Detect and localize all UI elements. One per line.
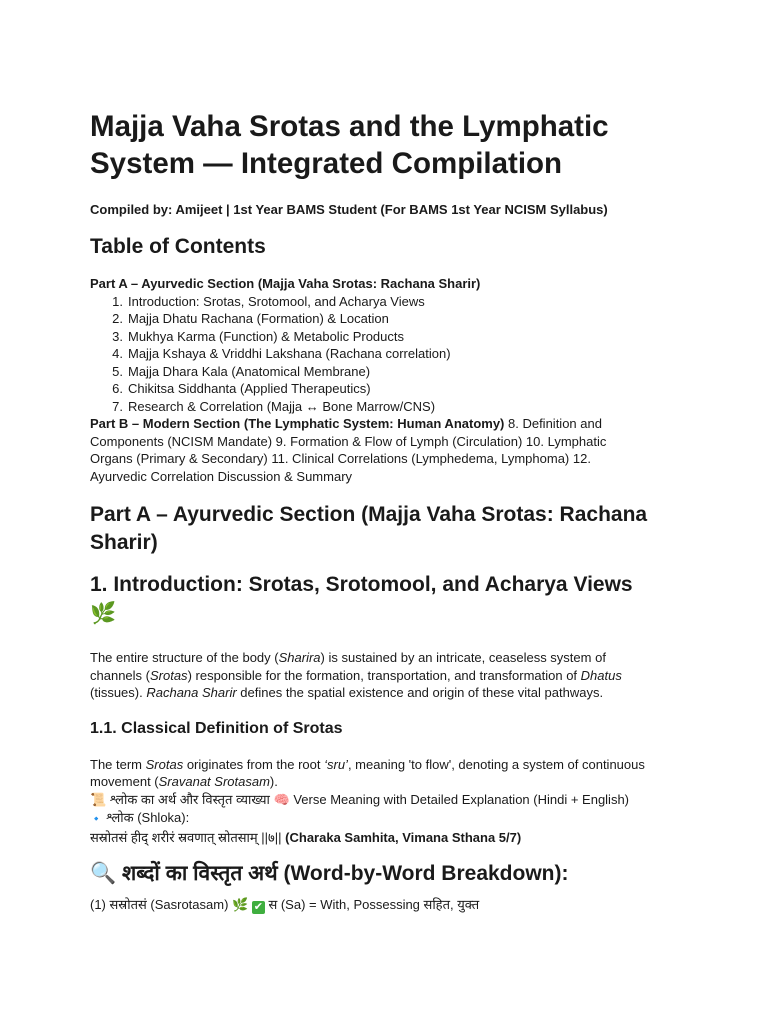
toc-part-a-label: Part A – Ayurvedic Section (Majja Vaha Srotas: Rachana Sharir) (90, 276, 481, 291)
brain-icon: 🧠 (273, 792, 290, 808)
toc-item: 3. Mukhya Karma (Function) & Metabolic Products (112, 328, 404, 344)
part-a-heading: Part A – Ayurvedic Section (Majja Vaha Srotas: Rachana Sharir) (90, 503, 648, 554)
word-breakdown-heading: 🔍 शब्दों का विस्तृत अर्थ (Word-by-Word Breakdown): (90, 861, 569, 885)
diamond-icon: 🔹 (90, 814, 103, 825)
toc-item: 5. Majja Dhara Kala (Anatomical Membrane) (112, 363, 371, 379)
check-mark-icon: ✔ (253, 901, 263, 913)
leaf-icon: 🌿 (232, 898, 249, 913)
leaf-icon: 🌿 (90, 601, 117, 625)
toc-item: 1. Introduction: Srotas, Srotomool, and Acharya Views (112, 293, 425, 309)
classical-definition-paragraph: The term Srotas originates from the root ‘sru’, meaning 'to flow', denoting a system of continuous movement (Sravanat Srotasam). 📜 श्लोक का अर्थ और विस्तृत व्याख्या 🧠 Verse Meaning with Detailed Explanation (Hindi + English) 🔹 श्लोक (Shloka): सस्रोतसं हीद्‌ शरीरं स्रवणात् स्रोतसाम् ||७|| (Charaka Samhita, Vimana Sthana 5/7) (90, 756, 645, 845)
toc-part-b-label: Part B – Modern Section (The Lymphatic System: Human Anatomy) (90, 416, 505, 431)
document-content (90, 108, 650, 915)
toc-part-a-list (90, 293, 650, 416)
compiled-by-line: Compiled by: Amijeet | 1st Year BAMS Student (For BAMS 1st Year NCISM Syllabus) (90, 202, 608, 217)
word-breakdown-line: (1) सस्रोतसं (Sasrotasam) 🌿 ✔ स (Sa) = With, Possessing सहित, युक्त (90, 897, 480, 913)
intro-heading: 1. Introduction: Srotas, Srotomool, and Acharya Views 🌿 (90, 573, 633, 625)
shloka-text: सस्रोतसं हीद्‌ शरीरं स्रवणात् स्रोतसाम् ||७|| (90, 829, 286, 845)
intro-paragraph: The entire structure of the body (Sharira) is sustained by an intricate, ceaseless system of channels (Srotas) responsible for the formation, transportation, and transformation of Dhatus (tissues). Rachana Sharir defines the spatial existence and origin of these vital pathways. (90, 650, 622, 700)
document-title: Majja Vaha Srotas and the Lymphatic System — Integrated Compilation (90, 110, 609, 180)
toc-heading: Table of Contents (90, 235, 266, 258)
toc-part-b-paragraph (90, 415, 650, 485)
magnifier-icon: 🔍 (90, 861, 117, 885)
toc-item: 2. Majja Dhatu Rachana (Formation) & Location (112, 311, 389, 326)
toc-item: 7. Research & Correlation (Majja ↔ Bone Marrow/CNS) (112, 398, 436, 414)
toc-item: 4. Majja Kshaya & Vriddhi Lakshana (Rachana correlation) (112, 346, 451, 361)
toc-part-b-items: 8. Definition and Components (NCISM Mandate) 9. Formation & Flow of Lymph (Circulation) 10. Lymphatic Organs (Primary & Secondary) 11. Clinical Correlations (Lymphedema, Lymphoma) 12. Ayurvedic Correlation Discussion & Summary (90, 416, 607, 484)
toc-item: 6. Chikitsa Siddhanta (Applied Therapeutics) (112, 381, 371, 396)
classical-definition-heading: 1.1. Classical Definition of Srotas (90, 719, 343, 737)
shloka-reference: (Charaka Samhita, Vimana Sthana 5/7) (285, 829, 522, 845)
scroll-icon: 📜 (90, 792, 107, 808)
